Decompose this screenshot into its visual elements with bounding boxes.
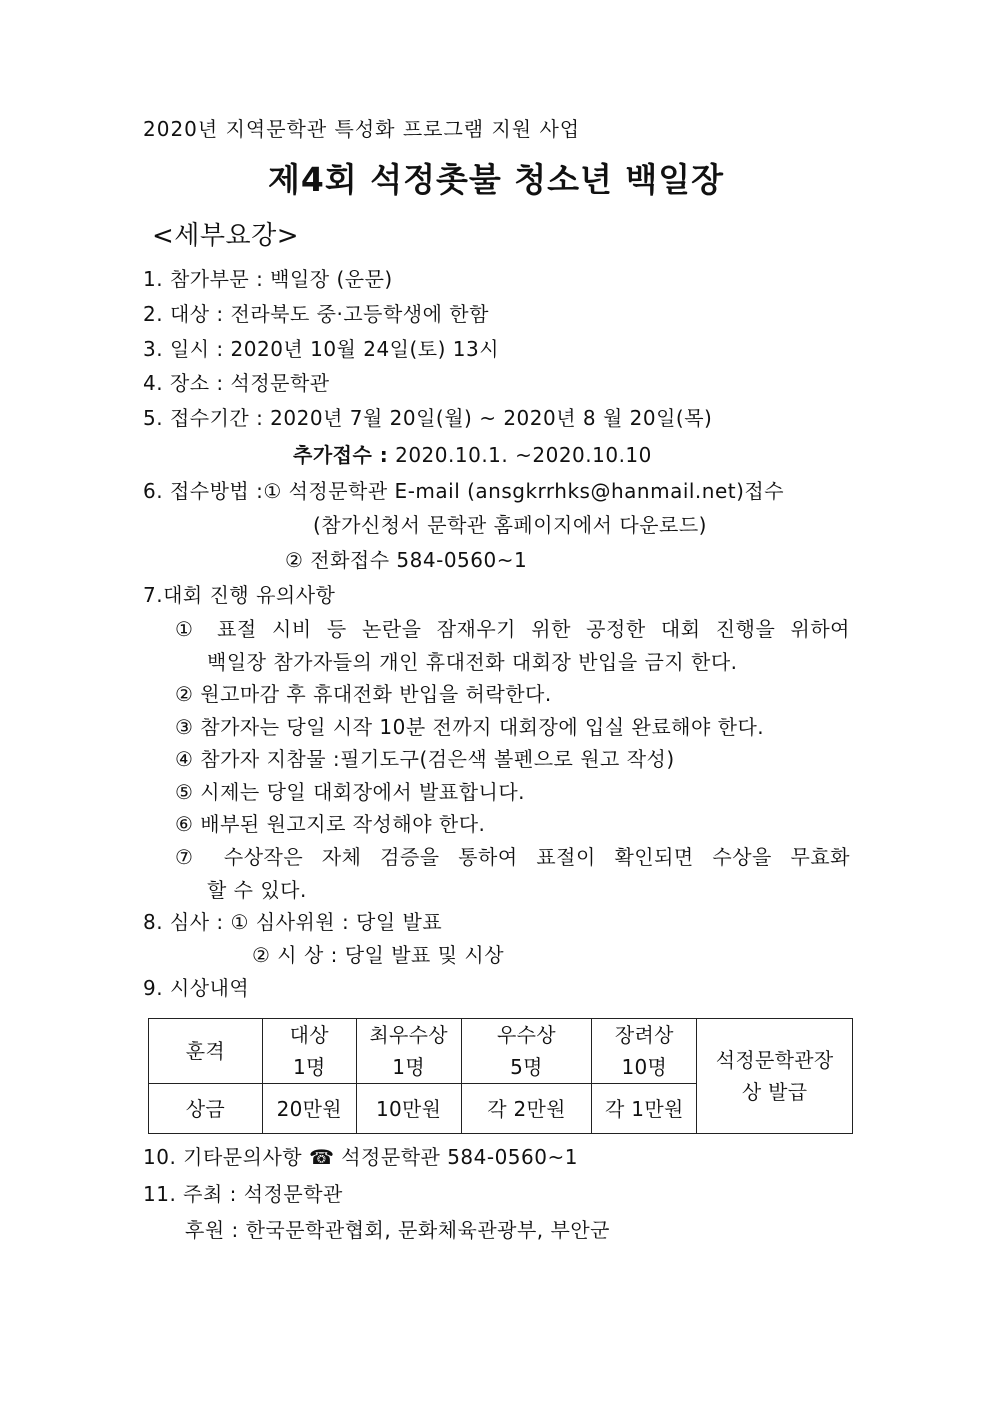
item-sponsors: 후원 : 한국문학관협회, 문화체육관광부, 부안군 <box>185 1218 610 1242</box>
precaution-3: ③ 참가자는 당일 시작 10분 전까지 대회장에 입실 완료해야 한다. <box>175 715 765 739</box>
item-application-period: 5. 접수기간 : 2020년 7월 20일(월) ~ 2020년 8 월 20일(목) <box>143 406 713 430</box>
phone-icon: ☎ <box>308 1145 335 1169</box>
program-subtitle: 2020년 지역문학관 특성화 프로그램 지원 사업 <box>143 117 581 141</box>
item-inquiries <box>143 1144 578 1170</box>
encouragement-cell: 장려상 10명 <box>592 1019 697 1084</box>
inquiries-value: 석정문학관 584-0560~1 <box>341 1145 578 1169</box>
encouragement-money-cell: 각 1만원 <box>592 1084 697 1134</box>
table-row <box>149 1019 853 1084</box>
precaution-6: ⑥ 배부된 원고지로 작성해야 한다. <box>175 812 486 836</box>
precaution-2: ② 원고마감 후 휴대전화 반입을 허락한다. <box>175 682 552 706</box>
item-judging: 8. 심사 : ① 심사위원 : 당일 발표 <box>143 910 443 934</box>
item-additional-application <box>293 442 652 468</box>
item-host: 11. 주최 : 석정문학관 <box>143 1182 343 1206</box>
prize-table <box>148 1018 853 1134</box>
item-venue: 4. 장소 : 석정문학관 <box>143 371 330 395</box>
grand-prize-money-cell: 20만원 <box>262 1084 356 1134</box>
item-awarding: ② 시 상 : 당일 발표 및 시상 <box>252 943 505 967</box>
precaution-4: ④ 참가자 지참물 :필기도구(검은색 볼펜으로 원고 작성) <box>175 747 675 771</box>
precaution-5: ⑤ 시제는 당일 대회장에서 발표합니다. <box>175 780 526 804</box>
top-excellence-cell: 최우수상 1명 <box>356 1019 461 1084</box>
inquiries-label: 10. 기타문의사항 <box>143 1145 303 1169</box>
item-category: 1. 참가부문 : 백일장 (운문) <box>143 267 393 291</box>
section-heading: <세부요강> <box>152 221 300 251</box>
document-title: 제4회 석정촛불 청소년 백일장 <box>268 160 724 199</box>
prize-money-header-cell: 상금 <box>149 1084 263 1134</box>
top-excellence-money-cell: 10만원 <box>356 1084 461 1134</box>
excellence-cell: 우수상 5명 <box>461 1019 592 1084</box>
additional-application-label: 추가접수 : <box>293 443 389 467</box>
item-eligibility: 2. 대상 : 전라북도 중·고등학생에 한함 <box>143 302 489 326</box>
item-application-method-email: 6. 접수방법 :① 석정문학관 E-mail (ansgkrrhks@hanmail.net)접수 <box>143 479 785 503</box>
item-precautions: 7.대회 진행 유의사항 <box>143 583 336 607</box>
precaution-1-line2: 백일장 참가자들의 개인 휴대전화 대회장 반입을 금지 한다. <box>207 650 738 674</box>
item-prize-details: 9. 시상내역 <box>143 976 250 1000</box>
application-form-note: (참가신청서 문학관 홈페이지에서 다운로드) <box>313 513 707 537</box>
item-date: 3. 일시 : 2020년 10월 24일(토) 13시 <box>143 337 500 361</box>
excellence-money-cell: 각 2만원 <box>461 1084 592 1134</box>
precaution-1-line1: ① 표절 시비 등 논란을 잠재우기 위한 공정한 대회 진행을 위하여 <box>175 617 850 641</box>
director-award-cell: 석정문학관장 상 발급 <box>697 1019 853 1134</box>
award-header-cell: 훈격 <box>149 1019 263 1084</box>
precaution-7-line2: 할 수 있다. <box>207 878 307 902</box>
additional-application-value: 2020.10.1. ~2020.10.10 <box>395 443 652 467</box>
grand-prize-cell: 대상 1명 <box>262 1019 356 1084</box>
precaution-7-line1: ⑦ 수상작은 자체 검증을 통하여 표절이 확인되면 수상을 무효화 <box>175 845 850 869</box>
item-application-method-phone: ② 전화접수 584-0560~1 <box>285 548 528 572</box>
